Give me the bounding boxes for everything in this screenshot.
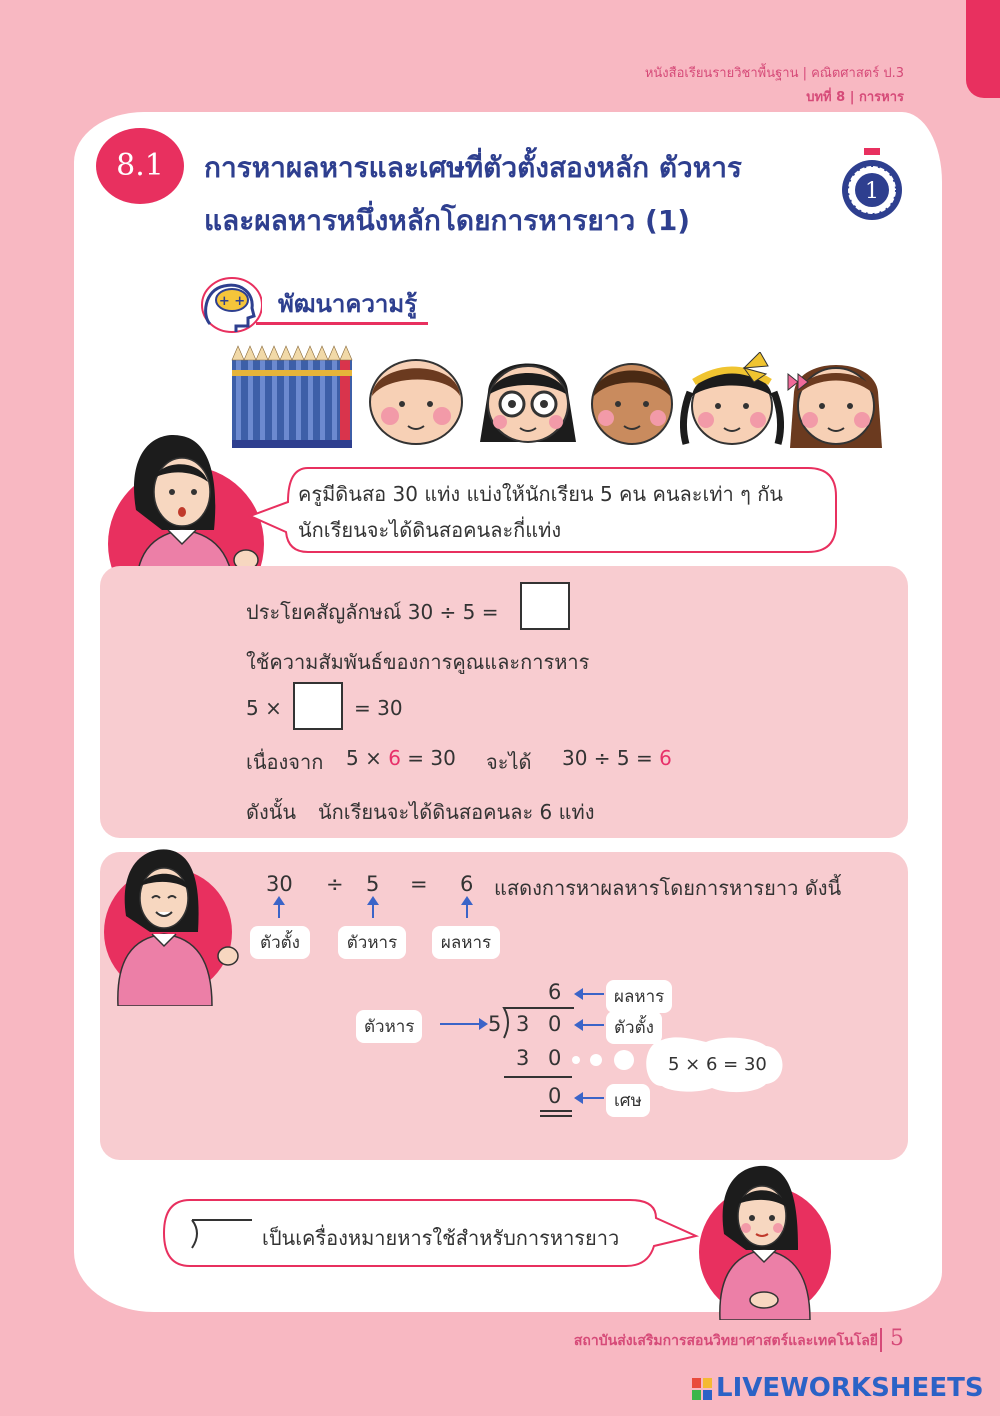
ld-subtract-line xyxy=(504,1076,572,1078)
section-heading: พัฒนาความรู้ xyxy=(278,290,418,318)
ld-double-line-2 xyxy=(540,1115,572,1117)
liveworksheets-brand[interactable]: LIVEWORKSHEETS xyxy=(716,1373,984,1403)
ld-double-line-1 xyxy=(540,1110,572,1112)
teacher-image-2 xyxy=(96,846,246,1006)
conclusion-text: นักเรียนจะได้ดินสอคนละ 6 แท่ง xyxy=(318,800,595,824)
liveworksheets-logo-icon xyxy=(692,1378,712,1400)
relation-text: ใช้ความสัมพันธ์ของการคูณและการหาร xyxy=(246,650,590,674)
student-face-5 xyxy=(784,352,888,448)
ld-product-ones: 0 xyxy=(548,1046,562,1070)
lesson-title-line1: การหาผลหารและเศษที่ตัวตั้งสองหลัก ตัวหาร xyxy=(204,151,742,184)
ld-label-dividend: ตัวตั้ง xyxy=(606,1011,662,1044)
stopwatch-number: 1 xyxy=(865,179,879,204)
symbol-sentence: ประโยคสัญลักษณ์ 30 ÷ 5 = xyxy=(246,600,499,624)
footer-institute: สถาบันส่งเสริมการสอนวิทยาศาสตร์และเทคโนโลยี xyxy=(573,1333,878,1349)
label-divisor: ตัวหาร xyxy=(338,926,406,959)
student-face-2 xyxy=(476,352,580,448)
answer-box-1[interactable] xyxy=(520,582,570,630)
lesson-number-badge: 8.1 xyxy=(96,128,184,204)
since-expression: 5 × 6 = 30 xyxy=(346,746,456,770)
bubble2-text: เป็นเครื่องหมายหารใช้สำหรับการหารยาว xyxy=(262,1226,620,1250)
stopwatch-icon xyxy=(836,146,908,222)
ld-divisor: 5 xyxy=(488,1012,502,1036)
ld-dividend-tens: 3 xyxy=(516,1012,530,1036)
get-answer: 6 xyxy=(659,746,672,770)
eq-dividend: 30 xyxy=(266,872,293,896)
mult-left: 5 × xyxy=(246,696,282,720)
arrow-up-quotient xyxy=(466,904,468,918)
arrow-left-dividend xyxy=(582,1024,604,1026)
ld-product-tens: 3 xyxy=(516,1046,530,1070)
get-expression: 30 ÷ 5 = 6 xyxy=(562,746,672,770)
ld-label-divisor: ตัวหาร xyxy=(356,1010,422,1043)
eq-quotient: 6 xyxy=(460,872,474,896)
book-title: หนังสือเรียนรายวิชาพื้นฐาน | คณิตศาสตร์ ป.3 xyxy=(644,66,904,81)
answer-box-2[interactable] xyxy=(293,682,343,730)
chapter-title: บทที่ 8 | การหาร xyxy=(806,90,904,105)
division-bracket xyxy=(500,1006,576,1040)
teacher-image-3 xyxy=(694,1160,836,1320)
ld-dividend-ones: 0 xyxy=(548,1012,562,1036)
conclusion-label: ดังนั้น xyxy=(246,800,297,824)
student-face-4 xyxy=(680,352,784,448)
thought-text: 5 × 6 = 30 xyxy=(668,1054,767,1075)
student-face-1 xyxy=(364,352,468,448)
bubble1-line1: ครูมีดินสอ 30 แท่ง แบ่งให้นักเรียน 5 คน คนละเท่า ๆ กัน xyxy=(298,482,783,506)
since-answer: 6 xyxy=(388,746,401,770)
student-face-3 xyxy=(580,352,684,448)
arrow-up-dividend xyxy=(278,904,280,918)
ld-remainder: 0 xyxy=(548,1084,562,1108)
get-label: จะได้ xyxy=(486,750,532,774)
bubble1-line2: นักเรียนจะได้ดินสอคนละกี่แท่ง xyxy=(298,518,562,542)
eq-divisor: 5 xyxy=(366,872,380,896)
arrow-left-remainder xyxy=(582,1097,604,1099)
corner-tab xyxy=(966,0,1000,98)
ld-label-remainder: เศษ xyxy=(606,1084,650,1117)
since-label: เนื่องจาก xyxy=(246,750,324,774)
section-underline xyxy=(256,322,428,325)
arrow-left-quotient xyxy=(582,993,604,995)
brain-icon xyxy=(196,276,262,334)
label-quotient: ผลหาร xyxy=(432,926,500,959)
label-dividend: ตัวตั้ง xyxy=(250,926,310,959)
lesson-title-line2: และผลหารหนึ่งหลักโดยการหารยาว (1) xyxy=(204,204,691,237)
footer-divider xyxy=(880,1328,882,1352)
eq-equals: = xyxy=(410,872,428,896)
arrow-up-divisor xyxy=(372,904,374,918)
mult-right: = 30 xyxy=(354,696,403,720)
arrow-right-divisor xyxy=(440,1023,480,1025)
ld-quotient: 6 xyxy=(548,980,562,1004)
svg-text:+ +: + + xyxy=(218,294,246,309)
page-number: 5 xyxy=(890,1326,904,1351)
eq-note: แสดงการหาผลหารโดยการหารยาว ดังนี้ xyxy=(494,876,842,900)
eq-div-sign: ÷ xyxy=(326,872,344,896)
ld-label-quotient: ผลหาร xyxy=(606,980,672,1013)
